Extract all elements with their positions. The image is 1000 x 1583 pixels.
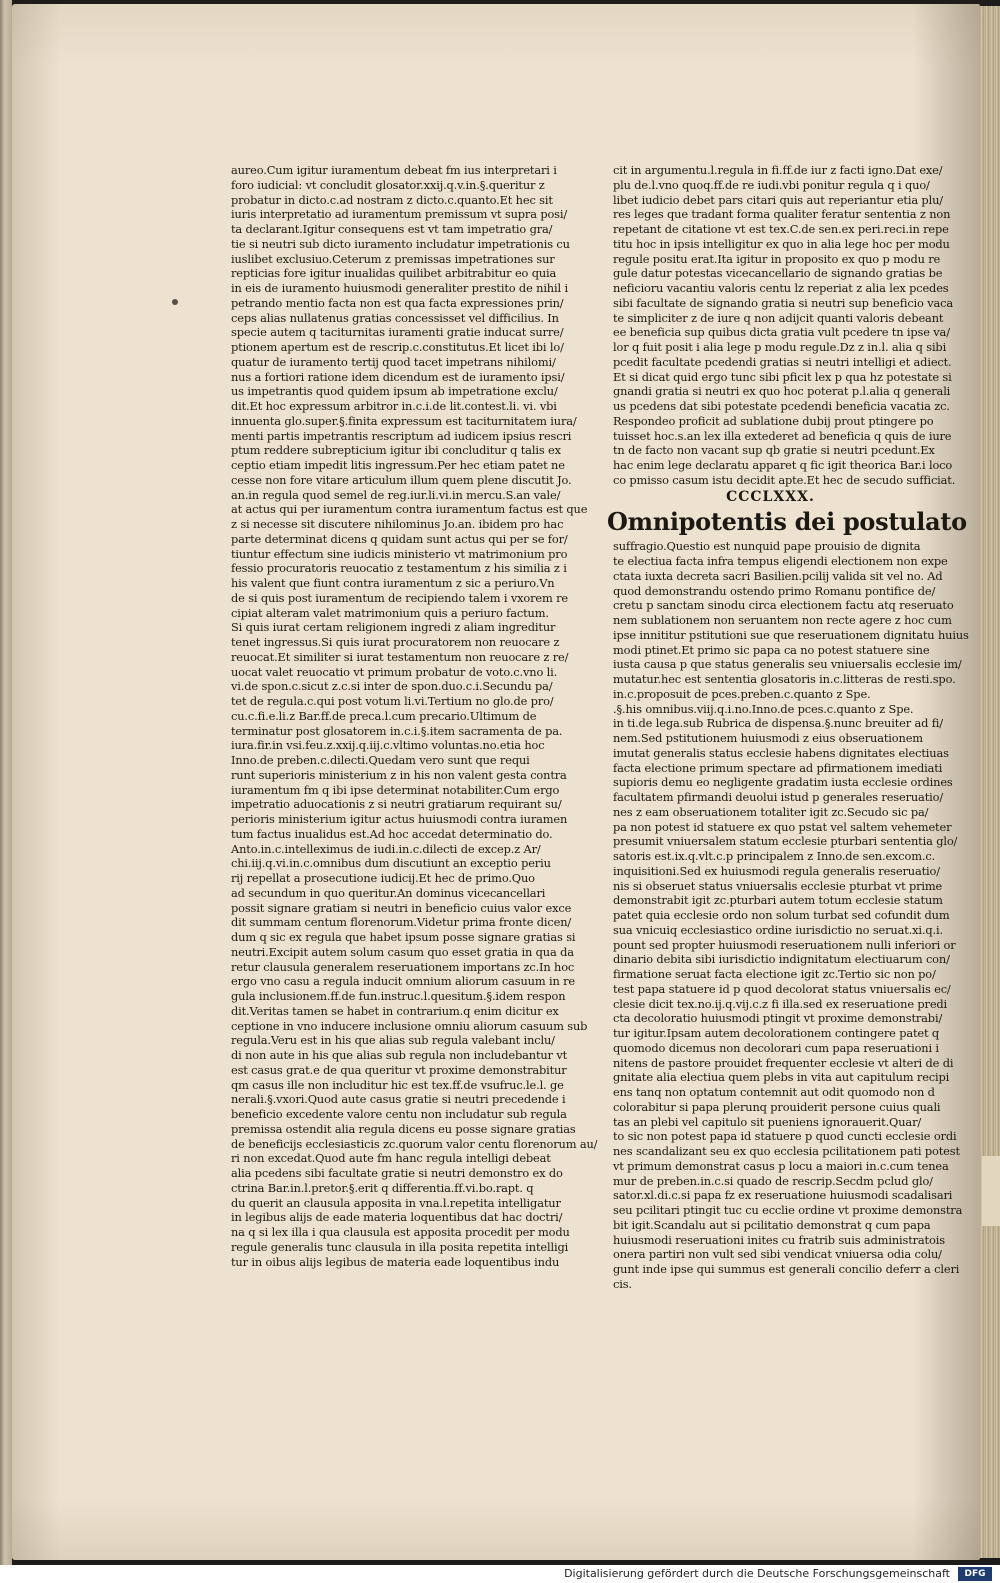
right-text-column [607,163,969,1292]
text-line: Si quis iurat certam religionem ingredi z aliam ingreditur [231,620,556,635]
text-line: .§.his omnibus.viij.q.i.no.Inno.de pces.c.quanto z Spe. [613,701,914,716]
text-line: imutat generalis status ecclesie habens dignitates electiuas [613,745,949,760]
text-line: menti partis impetrantis rescriptum ad iudicem ipsius rescri [231,428,572,443]
text-line: iusta causa p que status generalis seu vniuersalis ecclesie im/ [613,657,962,672]
text-line: alia pcedens sibi facultate gratie si neutri demonstro ex do [231,1166,563,1180]
text-line: de si quis post iuramentum de recipiendo talem i vxorem re [231,590,569,605]
text-line: neficioru vacantiu valoris centu lz reperiat z alia lex pcedes [613,281,949,295]
text-line: Respondeo proficit ad sublatione dubij prout ptingere po [613,413,934,428]
text-line: tn de facto non vacant sup qb gratie si neutri pcedunt.Ex [613,443,935,458]
text-line: bit igit.Scandalu aut si pcilitatio demonstrat q cum papa [613,1217,931,1232]
text-line: supioris demu eo negligente gradatim iusta ecclesie ordines [613,775,953,790]
text-line: sibi facultate de signando gratia si neutri sup beneficio vaca [613,295,954,310]
text-line: gnandi gratia si neutri ex quo hoc poterat p.l.alia q generali [613,384,951,399]
text-line: Et si dicat quid ergo tunc sibi pficit lex p qua hz potestate si [613,369,952,384]
text-line: mutatur.hec est sententia glosatoris in.c.litteras de resti.spo. [613,672,956,686]
text-line: iuris interpretatio ad iuramentum premissum vt supra posi/ [231,207,568,222]
text-line: dinario debita sibi iurisdictio indignitatum electiuarum con/ [613,952,950,967]
text-line: us impetrantis quod quidem ipsum ab impetratione exclu/ [231,384,558,399]
text-line: nerali.§.vxori.Quod aute casus gratie si neutri precedende i [231,1092,566,1107]
text-line: gule datur potestas vicecancellario de signando gratias be [613,266,943,281]
text-line: dit.Et hoc expressum arbitror in.c.i.de lit.contest.li. vi. vbi [231,399,557,413]
text-line: vt primum demonstrat casus p locu a maiori in.c.cum tenea [613,1158,949,1173]
text-line: nis si obseruet status vniuersalis ecclesie pturbat vt prime [613,878,943,893]
text-line: nes scandalizant seu ex quo ecclesia pcilitationem pati potest [613,1144,960,1158]
text-line: in ti.de lega.sub Rubrica de dispensa.§.nunc breuiter ad fi/ [613,716,943,731]
text-line: perioris ministerium igitur actus huiusmodi contra iuramen [231,812,568,826]
text-line: suffragio.Questio est nunquid pape prouisio de dignita [613,539,921,554]
text-line: runt superioris ministerium z in his non valent gesta contra [231,767,567,782]
text-line: titu hoc in ipsis intelligitur ex quo in alia lege hoc per modu [613,236,950,251]
text-line: ipse innititur pstitutioni sue que reseruationem dignitatu huius [613,627,969,642]
text-line: specie autem q taciturnitas iuramenti gratie inducat surre/ [231,325,564,340]
text-line: possit signare gratiam si neutri in beneficio cuius valor exce [231,900,572,915]
text-line: clesie dicit tex.no.ij.q.vij.c.z fi illa.sed ex reseruatione predi [613,996,948,1011]
text-line: mur de preben.in.c.si quado de rescrip.Secdm pclud glo/ [613,1173,933,1188]
text-line: reuocat.Et similiter si iurat testamentum non reuocare z re/ [231,649,569,664]
text-line: ceptio etiam impedit litis ingressum.Per hec etiam patet ne [231,458,565,472]
text-line: cretu p sanctam sinodu circa electionem factu atq reseruato [613,598,954,613]
text-line: tur igitur.Ipsam autem decolorationem contingere patet q [613,1026,940,1040]
text-line: nitens de pastore prouidet frequenter ecclesie vt alteri de di [613,1055,954,1070]
text-line: tet de regula.c.qui post votum li.vi.Tertium no glo.de pro/ [231,694,554,708]
text-line: his valent que fiunt contra iuramentum z sic a periuro.Vn [231,576,555,590]
text-line: terminatur post glosatorem in.c.i.§.item sacramenta de pa. [231,723,563,738]
text-line: chi.iij.q.vi.in.c.omnibus dum discutiunt an exceptio periu [231,856,551,871]
footer-bar [0,1565,1000,1583]
text-line: tie si neutri sub dicto iuramento includatur impetrationis cu [231,236,570,251]
text-line: pount sed propter huiusmodi reseruationem nulli inferiori or [613,937,956,952]
text-line: Inno.de preben.c.dilecti.Quedam vero sunt que requi [231,753,530,767]
text-line: pcedit facultate pcedendi gratias si neutri intelligi et adiect. [613,354,952,369]
text-line: repticias fore igitur inualidas quilibet arbitrabitur eo quia [231,266,557,281]
text-line: onera partiri non vult sed sibi vendicat vniuersa odia colu/ [613,1247,942,1262]
text-line: aureo.Cum igitur iuramentum debeat fm ius interpretari i [231,163,557,177]
text-line: repetant de citatione vt est tex.C.de sen.ex peri.reci.in repe [613,222,949,236]
page-tab-marker [982,1156,1000,1226]
text-line: foro iudicial: vt concludit glosator.xxij.q.v.in.§.queritur z [231,177,545,192]
text-line: du querit an clausula apposita in vna.l.repetita intelligatur [231,1195,561,1210]
text-line: tum factus inualidus est.Ad hoc accedat determinatio do. [231,826,553,841]
text-line: di non aute in his que alias sub regula non includebantur vt [231,1048,568,1062]
text-line: impetratio aduocationis z si neutri gratiarum requirant su/ [231,797,562,812]
text-line: co pmisso casum istu decidit apte.Et hec de secudo sufficiat. [613,472,956,487]
text-line: facultatem pfirmandi deuolui istud p generales reseruatio/ [613,790,944,804]
text-line: seu pcilitari ptingit tuc cu ecclie ordine vt proxime demonstra [613,1203,963,1217]
text-line: regula.Veru est in his que alias sub regula valebant inclu/ [231,1033,555,1048]
text-line: nem sublationem non seruantem non recte agere z hoc cum [613,613,952,627]
text-line: nem.Sed pstitutionem huiusmodi z eius obseruationem [613,731,923,745]
text-line: cis. [613,1276,632,1291]
text-line: ceptione in vno inducere inclusione omniu aliorum casuum sub [231,1018,588,1033]
text-line: ens tanq non optatum contemnit aut odit quomodo non d [613,1085,935,1099]
text-line: te electiua facta infra tempus eligendi electionem non expe [613,554,948,568]
text-line: dit.Veritas tamen se habet in contrarium.q enim dicitur ex [231,1003,559,1018]
text-line: ta declarant.Igitur consequens est vt tam impetratio gra/ [231,222,553,236]
text-line: regule generalis tunc clausula in illa posita repetita intelligi [231,1239,569,1254]
text-line: cta decoloratio huiusmodi ptingit vt proxime demonstrabi/ [613,1011,943,1026]
ink-mark [172,299,178,305]
text-line: ee beneficia sup quibus dicta gratia vult pcedere tn ipse va/ [613,325,950,340]
text-line: ad secundum in quo queritur.An dominus vicecancellari [231,885,546,900]
text-line: petrando mentio facta non est qua facta expressiones prin/ [231,295,564,310]
text-line: iuramentum fm q ibi ipse determinat notabiliter.Cum ergo [231,782,560,797]
text-line: test papa statuere id p quod decolorat status vniuersalis ec/ [613,981,951,996]
text-line: ctrina Bar.in.l.pretor.§.erit q differentia.ff.vi.bo.rapt. q [231,1180,534,1195]
text-line: est casus grat.e de qua queritur vt proxime demonstrabitur [231,1062,567,1077]
text-line: tas an plebi vel capitulo sit pueniens ignorauerit.Quar/ [613,1114,922,1129]
text-line: innuenta glo.super.§.finita expressum est taciturnitatem iura/ [231,413,577,428]
footer-credit-text: Digitalisierung gefördert durch die Deutsche Forschungsgemeinschaft [564,1567,950,1580]
text-line: tiuntur effectum sine iudicis ministerio vt matrimonium pro [231,546,568,561]
text-line: in legibus alijs de eade materia loquentibus dat hac doctri/ [231,1210,563,1225]
text-line: fessio procuratoris reuocatio z testamentum z his similia z i [231,561,567,576]
text-line: neutri.Excipit autem solum casum quo esset gratia in qua da [231,944,574,959]
text-line: gula inclusionem.ff.de fun.instruc.l.quesitum.§.idem respon [231,989,566,1003]
text-line: quomodo dicemus non decolorari cum papa reseruationi i [613,1040,939,1055]
text-line: libet iudicio debet pars citari quis aut reperiantur etia plu/ [613,192,943,207]
text-line: te simpliciter z de iure q non adijcit quanti valoris debeant [613,310,944,325]
book-left-edge [0,0,12,1565]
text-line: lor q fuit posit i alia lege p modu regule.Dz z in.l. alia q sibi [613,340,947,354]
text-line: us pcedens dat sibi potestate pcedendi beneficia vacatia zc. [613,399,950,413]
text-line: in.c.proposuit de pces.preben.c.quanto z Spe. [613,686,871,701]
text-line: modi ptinet.Et primo sic papa ca no potest statuere sine [613,642,930,657]
text-line: ptum reddere subrepticium igitur ibi concluditur q talis ex [231,443,561,458]
text-line: iuslibet exclusiuo.Ceterum z premissas impetrationes sur [231,251,555,266]
right-column-bottom-text [613,539,969,1291]
text-line: sator.xl.di.c.si papa fz ex reseruatione huiusmodi scadalisari [613,1188,953,1203]
text-line: hac enim lege declaratu apparet q fic igit theorica Bar.i loco [613,458,953,472]
dfg-logo: DFG [958,1567,992,1581]
text-line: satoris est.ix.q.vlt.c.p principalem z Inno.de sen.excom.c. [613,849,936,863]
text-line: quod demonstrandu ostendo primo Romanu pontifice de/ [613,583,936,598]
text-line: regule positu erat.Ita igitur in proposito ex quo p modu re [613,251,941,266]
text-line: firmatione seruat facta electione igit zc.Tertio sic non po/ [613,967,936,981]
text-line: nes z eam obseruationem totaliter igit zc.Secudo sic pa/ [613,804,929,819]
text-line: at actus qui per iuramentum contra iuramentum factus est que [231,502,588,517]
text-line: gunt inde ipse qui summus est generali concilio deferr a cleri [613,1262,960,1276]
text-line: cit in argumentu.l.regula in fi.ff.de iur z facti igno.Dat exe/ [613,163,943,177]
section-incipit-heading: Omnipotentis dei postulato [607,507,967,537]
text-line: cesse non fore vitare articulum illum quem plene discutit Jo. [231,472,572,487]
text-line: tur in oibus alijs legibus de materia eade loquentibus indu [231,1254,560,1269]
text-line: ergo vno casu a regula inducit omnium aliorum casuum in re [231,974,576,989]
text-line: inquisitioni.Sed ex huiusmodi regula generalis reseruatio/ [613,863,940,878]
text-line: patet quia ecclesie ordo non solum turbat sed cofundit dum [613,908,950,922]
text-line: colorabitur si papa plerunq prouiderit persone cuius quali [613,1099,941,1114]
text-line: cu.c.fi.e.li.z Bar.ff.de preca.l.cum precario.Ultimum de [231,708,537,723]
text-line: in eis de iuramento huiusmodi generaliter prestito de nihil i [231,281,568,295]
book-fore-edge [980,6,1000,1558]
text-line: ceps alias nullatenus gratias concessisset vel difficilius. In [231,310,559,325]
text-line: plu de.l.vno quoq.ff.de re iudi.vbi ponitur regula q i quo/ [613,177,930,192]
text-line: Anto.in.c.intelleximus de iudi.in.c.dilecti de excep.z Ar/ [231,841,541,856]
text-line: pa non potest id statuere ex quo pstat vel saltem vehemeter [613,819,952,834]
text-line: qm casus ille non includitur hic est tex.ff.de vsufruc.le.l. ge [231,1077,564,1092]
text-line: de beneficijs ecclesiasticis zc.quorum valor centu florenorum au/ [231,1136,598,1151]
text-line: retur clausula generalem reseruationem importans zc.In hoc [231,959,575,974]
text-line: probatur in dicto.c.ad nostram z dicto.c.quanto.Et hec sit [231,192,553,207]
text-line: tuisset hoc.s.an lex illa extederet ad beneficia q quis de iure [613,428,952,443]
text-line: tenet ingressus.Si quis iurat procuratorem non reuocare z [231,635,560,649]
text-line: to sic non potest papa id statuere p quod cuncti ecclesie ordi [613,1129,957,1144]
text-line: quatur de iuramento tertij quod tacet impetrans nihilomi/ [231,354,556,369]
text-line: ptionem apertum est de rescrip.c.constitutus.Et licet ibi lo/ [231,340,564,354]
text-line: iura.fir.in vsi.feu.z.xxij.q.iij.c.vltimo voluntas.no.etia hoc [231,738,545,753]
text-line: premissa ostendit alia regula dicens eu posse signare gratias [231,1121,576,1136]
right-column-top-text [613,163,956,488]
text-line: z si necesse sit discutere nihilominus Jo.an. ibidem pro hac [231,517,564,531]
text-line: nus a fortiori ratione idem dicendum est de iuramento ipsi/ [231,369,565,384]
section-number-heading: CCCLXXX. [726,488,815,505]
text-line: na q si lex illa i qua clausula est apposita procedit per modu [231,1225,570,1239]
text-line: vi.de spon.c.sicut z.c.si inter de spon.duo.c.i.Secundu pa/ [231,679,553,694]
text-line: gnitate alia electiua quem plebs in vita aut capitulum recipi [613,1070,950,1085]
text-line: dum q sic ex regula que habet ipsum posse signare gratias si [231,930,576,944]
text-line: demonstrabit igit zc.pturbari autem totum ecclesie statum [613,893,943,908]
text-line: cipiat alteram valet matrimonium quis a periuro factum. [231,605,549,620]
text-line: an.in regula quod semel de reg.iur.li.vi.in mercu.S.an vale/ [231,487,561,502]
text-line: ctata iuxta decreta sacri Basilien.pcilij valida sit vel no. Ad [613,568,943,583]
text-line: res leges que tradant forma qualiter feratur sententia z non [613,207,951,222]
text-line: huiusmodi reseruationi inites cu fratrib suis administratois [613,1232,945,1247]
text-line: dit summam centum florenorum.Videtur prima fronte dicen/ [231,915,572,930]
text-line: beneficio excedente valore centu non includatur sub regula [231,1107,567,1121]
text-line: parte determinat dicens q quidam sunt actus qui per se for/ [231,531,568,546]
text-line: uocat valet reuocatio vt primum probatur de voto.c.vno li. [231,664,558,679]
text-line: rij repellat a prosecutione iudicij.Et hec de primo.Quo [231,871,535,885]
text-line: sua vnicuiq ecclesiastico ordine iurisdictio no seruat.xi.q.i. [613,922,943,937]
text-line: presumit vniuersalem statum ecclesie pturbari sententia glo/ [613,834,958,849]
text-line: facta electione primum spectare ad pfirmationem imediati [613,760,943,775]
text-line: ri non excedat.Quod aute fm hanc regula intelligi debeat [231,1151,551,1166]
left-text-column [231,163,598,1269]
